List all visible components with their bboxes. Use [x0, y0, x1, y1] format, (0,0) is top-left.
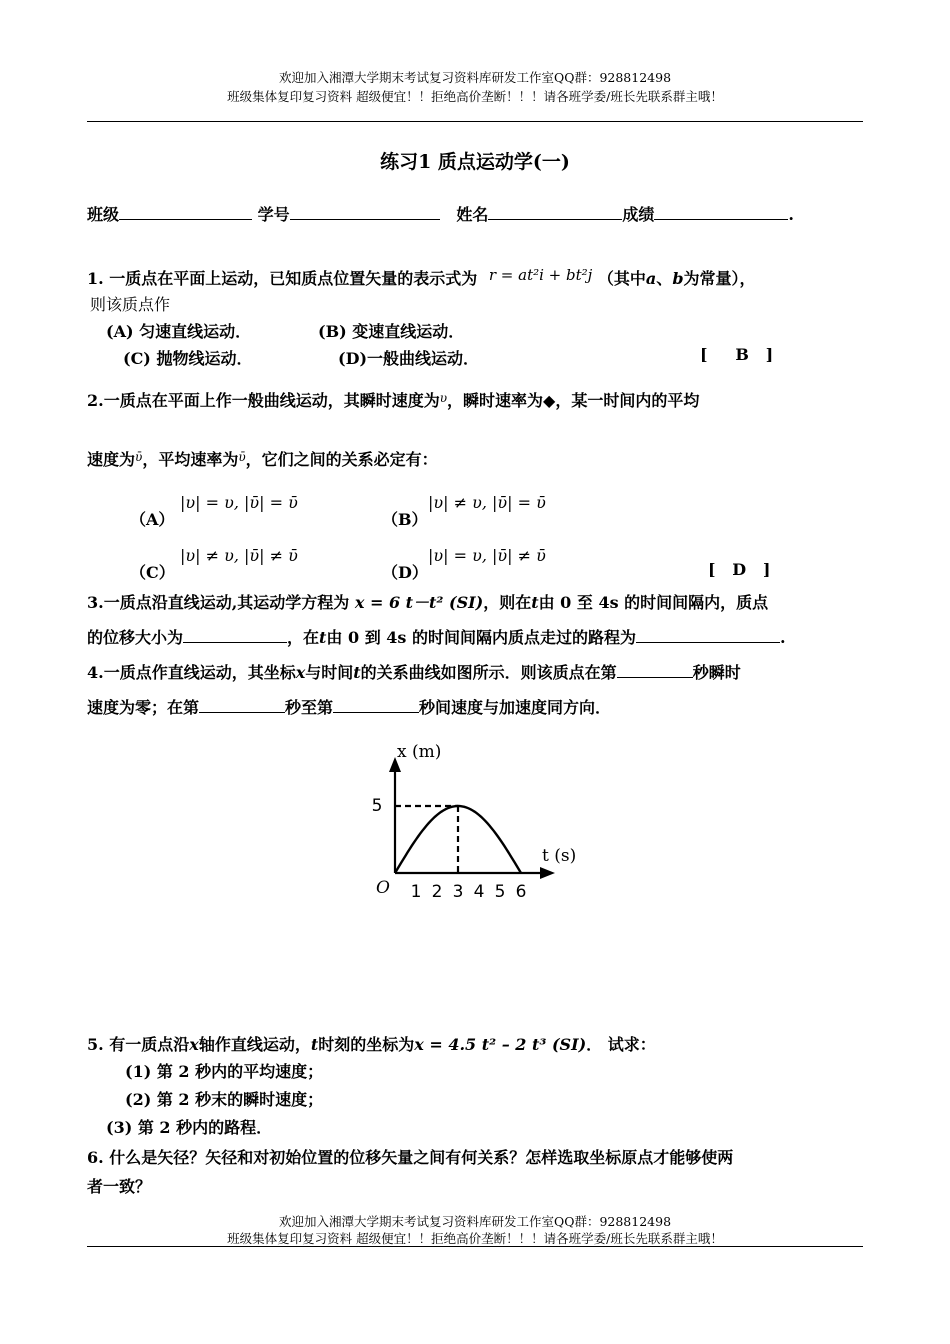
- student-id-label: 学号: [257, 205, 290, 224]
- q2-text-a: 2.一质点在平面上作一般曲线运动，其瞬时速度为: [87, 391, 440, 410]
- q3-equation: x = 6 t－t² (SI): [354, 593, 484, 612]
- q4-var-t: t: [353, 663, 361, 682]
- q2-option-a-label: （A）: [130, 510, 175, 529]
- q2-line1: [87, 388, 699, 411]
- y-axis-label: x (m): [397, 742, 442, 762]
- q3-var-t: t: [531, 593, 539, 612]
- x-tick-label-5: 5: [494, 882, 506, 902]
- y-tick-label-5: 5: [371, 796, 383, 816]
- q4-blank-1[interactable]: [617, 663, 693, 678]
- x-tick-label-1: 1: [410, 882, 422, 902]
- q3-text-a: 3.一质点沿直线运动,其运动学方程为: [87, 593, 350, 612]
- q1-option-a: (A) 匀速直线运动．: [106, 322, 252, 341]
- q6-line1: 6. 什么是矢径？矢径和对初始位置的位移矢量之间有何关系？怎样选取坐标原点才能够使两: [87, 1148, 734, 1167]
- q3-end: .: [779, 628, 786, 647]
- q5-text-d: ． 试求：: [586, 1035, 656, 1054]
- q3-line2: [87, 625, 786, 648]
- header-line-2: 班级集体复印复习资料 超级便宜！！拒绝高价垄断！！！请各班学委/班长先联系群主哦！: [227, 89, 723, 104]
- q2-text-c: ，某一时间内的平均: [555, 391, 700, 410]
- q1-sep: 、: [656, 269, 673, 288]
- q5-var-t: t: [310, 1035, 319, 1054]
- q2-text-b: ，瞬时速率为: [447, 391, 544, 410]
- q4-line2: [87, 695, 611, 718]
- class-label: 班级: [87, 205, 120, 224]
- q1-answer-box: [ B ]: [700, 345, 774, 364]
- q4-text-b: 与时间: [305, 663, 354, 682]
- q4-text-f: 秒至第: [285, 698, 334, 717]
- q4-blank-3[interactable]: [333, 698, 419, 713]
- q1-option-d: (D)一般曲线运动．: [338, 349, 480, 368]
- q1-option-b: (B) 变速直线运动．: [318, 322, 465, 341]
- q2-text-e: ，平均速率为: [142, 450, 239, 469]
- x-tick-label-4: 4: [473, 882, 485, 902]
- q2-line2: [87, 447, 438, 470]
- q4-text-c: 的关系曲线如图所示．则该质点在第: [360, 663, 617, 682]
- q1-var-b: b: [672, 269, 684, 288]
- q2-text-f: ，它们之间的关系必定有：: [245, 450, 438, 469]
- q4-text-d: 秒瞬时: [692, 663, 741, 682]
- q5-text-c: 时刻的坐标为: [318, 1035, 415, 1054]
- q4-var-x: x: [295, 663, 306, 682]
- position-time-chart: [360, 735, 590, 910]
- score-label: 成绩: [622, 205, 655, 224]
- q2-var-v: υ: [439, 391, 448, 405]
- name-blank[interactable]: [488, 205, 622, 220]
- origin-label: O: [376, 878, 390, 898]
- q2-answer-box: [ D ]: [708, 560, 771, 579]
- q2-option-c-label: （C）: [130, 563, 175, 582]
- header-line-1: 欢迎加入湘潭大学期末考试复习资料库研发工作室QQ群：928812498: [278, 70, 672, 85]
- q1-answer: B: [735, 345, 749, 364]
- q3-text-c: 由 0 至 4s 的时间间隔内，质点: [538, 593, 769, 612]
- q5-line1: [87, 1032, 656, 1055]
- q5-part-3: (3) 第 2 秒内的路程．: [106, 1118, 273, 1137]
- q2-answer: D: [732, 560, 747, 579]
- q2-option-c-formula: |υ| ≠ υ, |ῡ| ≠ ῡ: [180, 546, 298, 565]
- q2-option-d-formula: |υ| = υ, |ῡ| ≠ ῡ: [428, 546, 546, 565]
- footer-line-1: 欢迎加入湘潭大学期末考试复习资料库研发工作室QQ群：928812498: [278, 1214, 672, 1229]
- q2-option-a-formula: |υ| = υ, |ῡ| = ῡ: [180, 493, 298, 512]
- footer-rule: [87, 1246, 863, 1247]
- q5-part-2: (2) 第 2 秒末的瞬时速度；: [125, 1090, 324, 1109]
- x-axis-arrow: [540, 867, 555, 879]
- q4-text-g: 秒间速度与加速度同方向．: [419, 698, 612, 717]
- q4-text-e: 速度为零；在第: [87, 698, 200, 717]
- x-tick-label-2: 2: [431, 882, 443, 902]
- q1-formula: r = at²i + bt²j: [488, 266, 593, 284]
- q1-text-c: 为常量），: [683, 269, 756, 288]
- q3-displacement-blank[interactable]: [183, 628, 287, 643]
- student-info-line: [87, 202, 794, 225]
- x-tick-label-6: 6: [515, 882, 527, 902]
- footer-line-2: 班级集体复印复习资料 超级便宜！！拒绝高价垄断！！！请各班学委/班长先联系群主哦！: [227, 1231, 723, 1246]
- q4-line1: [87, 660, 741, 683]
- x-tick-label-3: 3: [452, 882, 464, 902]
- q3-line1: [87, 590, 768, 613]
- student-id-blank[interactable]: [290, 205, 440, 220]
- q3-text-d: 的位移大小为: [87, 628, 184, 647]
- q2-text-d: 速度为: [87, 450, 136, 469]
- page-title: 练习1 质点运动学(一): [380, 151, 570, 173]
- q4-blank-2[interactable]: [199, 698, 285, 713]
- q6-line2: 者一致？: [87, 1177, 152, 1196]
- q4-text-a: 4.一质点作直线运动，其坐标: [87, 663, 296, 682]
- q1-line2: 则该质点作: [90, 295, 171, 314]
- q5-var-x: x: [189, 1035, 199, 1054]
- header-rule: [87, 121, 863, 122]
- q1-line1: [87, 266, 756, 289]
- q2-option-b-formula: |υ| ≠ υ, |ῡ| = ῡ: [428, 493, 546, 512]
- q3-var-t2: t: [319, 628, 327, 647]
- q1-option-c: (C) 抛物线运动．: [123, 349, 253, 368]
- q2-var-vbar2: ῡ: [238, 450, 246, 464]
- q5-part-1: (1) 第 2 秒内的平均速度；: [125, 1062, 324, 1081]
- q2-var-vbar1: ῡ: [135, 450, 143, 464]
- q1-text-b: （其中: [597, 269, 646, 288]
- q3-text-e: ，在: [287, 628, 320, 647]
- info-end: .: [788, 205, 794, 224]
- score-blank[interactable]: [654, 205, 788, 220]
- q2-option-b-label: （B）: [382, 510, 428, 529]
- q2-diamond: ◆: [543, 391, 556, 410]
- q5-text-b: 轴作直线运动，: [198, 1035, 311, 1054]
- q3-text-b: ，则在: [483, 593, 532, 612]
- q2-option-d-label: （D）: [382, 563, 428, 582]
- q1-var-a: a: [645, 269, 657, 288]
- q1-text: 1. 一质点在平面上运动，已知质点位置矢量的表示式为: [87, 269, 478, 288]
- q3-text-f: 由 0 到 4s 的时间间隔内质点走过的路程为: [326, 628, 636, 647]
- name-label: 姓名: [456, 205, 489, 224]
- q3-path-blank[interactable]: [636, 628, 780, 643]
- q5-equation: x = 4.5 t² – 2 t³ (SI): [414, 1035, 587, 1054]
- class-blank[interactable]: [119, 205, 252, 220]
- x-axis-label: t (s): [542, 846, 577, 866]
- q5-text-a: 5. 有一质点沿: [87, 1035, 190, 1054]
